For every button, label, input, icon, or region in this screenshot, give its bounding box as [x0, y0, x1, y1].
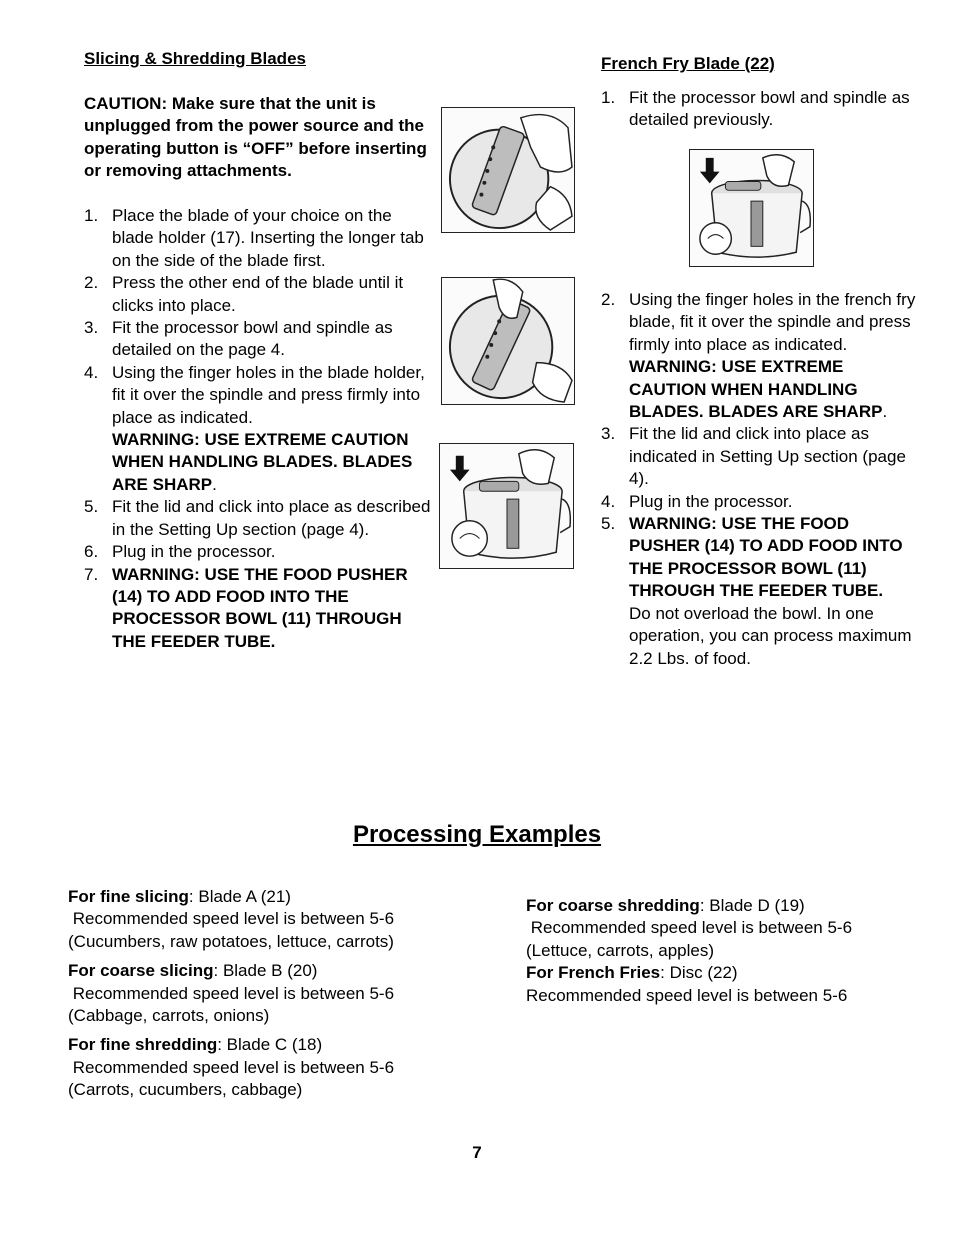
step-text: Fit the processor bowl and spindle as detailed previously.	[629, 88, 910, 130]
step-text: Using the finger holes in the french fry blade, fit it over the spindle and press firmly into place as indicated.	[629, 290, 916, 354]
step-number: 6.	[84, 542, 99, 562]
french-fry-blade-on-spindle-illustration	[689, 149, 814, 267]
example-fine-slicing	[68, 886, 448, 953]
step-number: 3.	[84, 318, 99, 338]
example-label: For coarse shredding	[526, 896, 700, 915]
example-speed: Recommended speed level is between 5-6	[68, 983, 395, 1003]
example-title	[526, 895, 906, 917]
step-text: Press the other end of the blade until it clicks into place.	[112, 273, 404, 315]
example-blade: : Disc (22)	[660, 963, 738, 983]
step-bold-text: WARNING: USE THE FOOD PUSHER (14) TO ADD FOOD INTO THE PROCESSOR BOWL (11) THROUGH THE FEEDER TUBE.	[629, 514, 903, 601]
list-item	[601, 423, 921, 490]
example-label: For fine slicing	[68, 887, 189, 906]
list-item	[84, 362, 434, 496]
example-speed: Recommended speed level is between 5-6	[68, 909, 395, 929]
step-number: 2.	[84, 273, 99, 293]
caution-text: CAUTION: Make sure that the unit is unplugged from the power source and the operating button is “OFF” before inserting or removing attachments.	[84, 94, 427, 181]
list-item	[84, 496, 434, 541]
warning-text	[629, 356, 921, 423]
processor-bowl-fry-icon	[690, 150, 813, 266]
example-coarse-slicing	[68, 960, 448, 1027]
step-number: 4.	[601, 491, 616, 511]
step-text-after: Do not overload the bowl. In one operation, you can process maximum 2.2 Lbs. of food.	[629, 603, 912, 668]
example-foods: (Cucumbers, raw potatoes, lettuce, carrots)	[68, 931, 394, 951]
blade-holder-on-spindle-illustration	[439, 443, 574, 569]
list-item	[601, 491, 921, 513]
warning-bold: WARNING: USE EXTREME CAUTION WHEN HANDLING BLADES. BLADES ARE SHARP	[629, 357, 883, 422]
right-heading	[601, 53, 921, 75]
list-item	[84, 317, 434, 362]
examples-right-column	[526, 895, 906, 1007]
step-number: 3.	[601, 424, 616, 444]
processing-examples-title: Processing Examples	[352, 821, 602, 848]
step-text: Fit the lid and click into place as indicated in Setting Up section (page 4).	[629, 424, 906, 489]
step-text: Place the blade of your choice on the blade holder (17). Inserting the longer tab on the side of the blade first.	[112, 206, 424, 270]
step-number: 4.	[84, 362, 99, 382]
warning-tail: .	[882, 402, 888, 422]
examples-left-column	[68, 886, 448, 1102]
example-speed: Recommended speed level is between 5-6	[526, 918, 853, 938]
hand-pressing-blade-illustration	[441, 277, 575, 405]
step-number: 5.	[84, 497, 99, 517]
example-speed: Recommended speed level is between 5-6	[526, 985, 848, 1005]
step-number: 5.	[601, 514, 616, 534]
step-text: Plug in the processor.	[112, 542, 276, 562]
step-text: WARNING: USE THE FOOD PUSHER (14) TO ADD FOOD INTO THE PROCESSOR BOWL (11) THROUGH THE FEEDER TUBE.	[112, 564, 408, 651]
blade-disc-icon	[442, 108, 574, 232]
example-title	[526, 962, 906, 984]
example-coarse-shredding	[526, 895, 906, 962]
example-label: For coarse slicing	[68, 961, 214, 981]
step-number: 1.	[84, 206, 99, 225]
right-steps-list-bottom	[601, 289, 921, 670]
example-speed: Recommended speed level is between 5-6	[68, 1057, 395, 1077]
example-label: For fine shredding	[68, 1035, 218, 1055]
step-number: 7.	[84, 564, 99, 584]
example-title	[68, 886, 448, 908]
example-title	[68, 960, 448, 982]
example-blade: : Blade D (19)	[699, 896, 805, 915]
french-fry-heading: French Fry Blade (22)	[601, 54, 775, 73]
list-item	[84, 564, 434, 654]
example-blade: : Blade C (18)	[217, 1035, 323, 1055]
example-foods: (Cabbage, carrots, onions)	[68, 1006, 270, 1026]
step-text: Fit the processor bowl and spindle as detailed on the page 4.	[112, 318, 393, 360]
list-item	[601, 289, 921, 423]
page-number: 7	[472, 1143, 482, 1162]
step-number: 2.	[601, 290, 616, 309]
warning-text	[112, 429, 434, 496]
example-french-fries	[526, 962, 906, 1007]
warning-tail: .	[212, 474, 217, 494]
warning-bold: WARNING: USE EXTREME CAUTION WHEN HANDLING BLADES. BLADES ARE SHARP	[112, 430, 413, 494]
step-text: Fit the lid and click into place as described in the Setting Up section (page 4).	[112, 497, 431, 539]
step-text: Using the finger holes in the blade holder, fit it over the spindle and press firmly into place as indicated.	[112, 362, 425, 427]
example-fine-shredding	[68, 1034, 448, 1101]
processor-bowl-icon	[440, 444, 573, 568]
example-blade: : Blade A (21)	[188, 887, 291, 906]
slicing-shredding-heading: Slicing & Shredding Blades	[84, 49, 306, 68]
example-foods: (Carrots, cucumbers, cabbage)	[68, 1080, 303, 1100]
left-steps-list	[84, 205, 434, 653]
list-item	[84, 272, 434, 317]
list-item	[601, 513, 921, 670]
list-item	[601, 87, 921, 132]
example-foods: (Lettuce, carrots, apples)	[526, 940, 715, 960]
example-label: For French Fries	[526, 963, 661, 983]
example-blade: : Blade B (20)	[213, 961, 318, 981]
example-title	[68, 1034, 448, 1056]
blade-disc-press-icon	[442, 278, 574, 404]
list-item	[84, 541, 434, 563]
step-number: 1.	[601, 88, 616, 107]
list-item	[84, 205, 434, 272]
left-heading	[84, 48, 424, 70]
right-steps-list-top	[601, 87, 921, 132]
hand-inserting-blade-illustration	[441, 107, 575, 233]
step-text: Plug in the processor.	[629, 491, 793, 511]
